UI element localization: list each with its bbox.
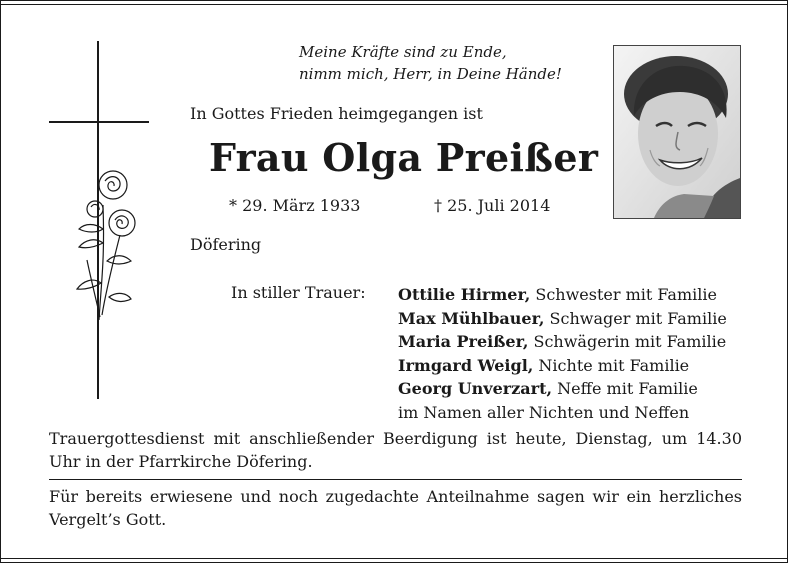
deceased-name: Frau Olga Preißer [209, 135, 599, 180]
mourner-name: Max Mühlbauer, [398, 308, 545, 328]
mourner-relation: Schwägerin mit Familie [528, 332, 727, 352]
verse-line-1: Meine Kräfte sind zu Ende, [299, 43, 507, 61]
mourner-name: Maria Preißer, [398, 332, 529, 352]
portrait-photo [613, 45, 741, 219]
mourner-relation: Nichte mit Familie [533, 355, 690, 375]
death-date: † 25. Juli 2014 [434, 196, 551, 215]
mourner-item [398, 354, 727, 378]
birth-date: * 29. März 1933 [229, 196, 361, 215]
portrait-illustration [614, 46, 740, 218]
mourner-item [398, 377, 727, 401]
thanks-notice: Für bereits erwiesene und noch zugedachte Anteilnahme sagen wir ein herzliches Vergelt’s Gott. [49, 487, 742, 529]
mourner-item [398, 307, 727, 331]
mourner-list [398, 283, 727, 425]
home-place: Döfering [190, 235, 262, 254]
mourner-relation: Neffe mit Familie [552, 379, 698, 399]
cross-horizontal-bar [49, 121, 149, 123]
mourner-relation: Schwager mit Familie [544, 308, 727, 328]
divider [49, 479, 742, 480]
mourner-name: Georg Unverzart, [398, 379, 553, 399]
cross-icon [49, 41, 149, 401]
mourner-name: Irmgard Weigl, [398, 355, 534, 375]
service-notice: Trauergottesdienst mit anschließender Beerdigung ist heute, Dienstag, um 14.30 Uhr in der Pfarrkirche Döfering. [49, 429, 742, 471]
mourner-item [398, 330, 727, 354]
mourner-name: Ottilie Hirmer, [398, 285, 531, 304]
verse-line-2: nimm mich, Herr, in Deine Hände! [299, 65, 562, 83]
verse [299, 41, 562, 85]
mourning-label: In stiller Trauer: [231, 283, 366, 302]
mourner-item [398, 283, 727, 307]
mourner-closing: im Namen aller Nichten und Neffen [398, 402, 690, 422]
roses-icon [65, 165, 145, 325]
intro-text: In Gottes Frieden heimgegangen ist [190, 104, 483, 123]
mourner-relation: Schwester mit Familie [530, 285, 717, 304]
